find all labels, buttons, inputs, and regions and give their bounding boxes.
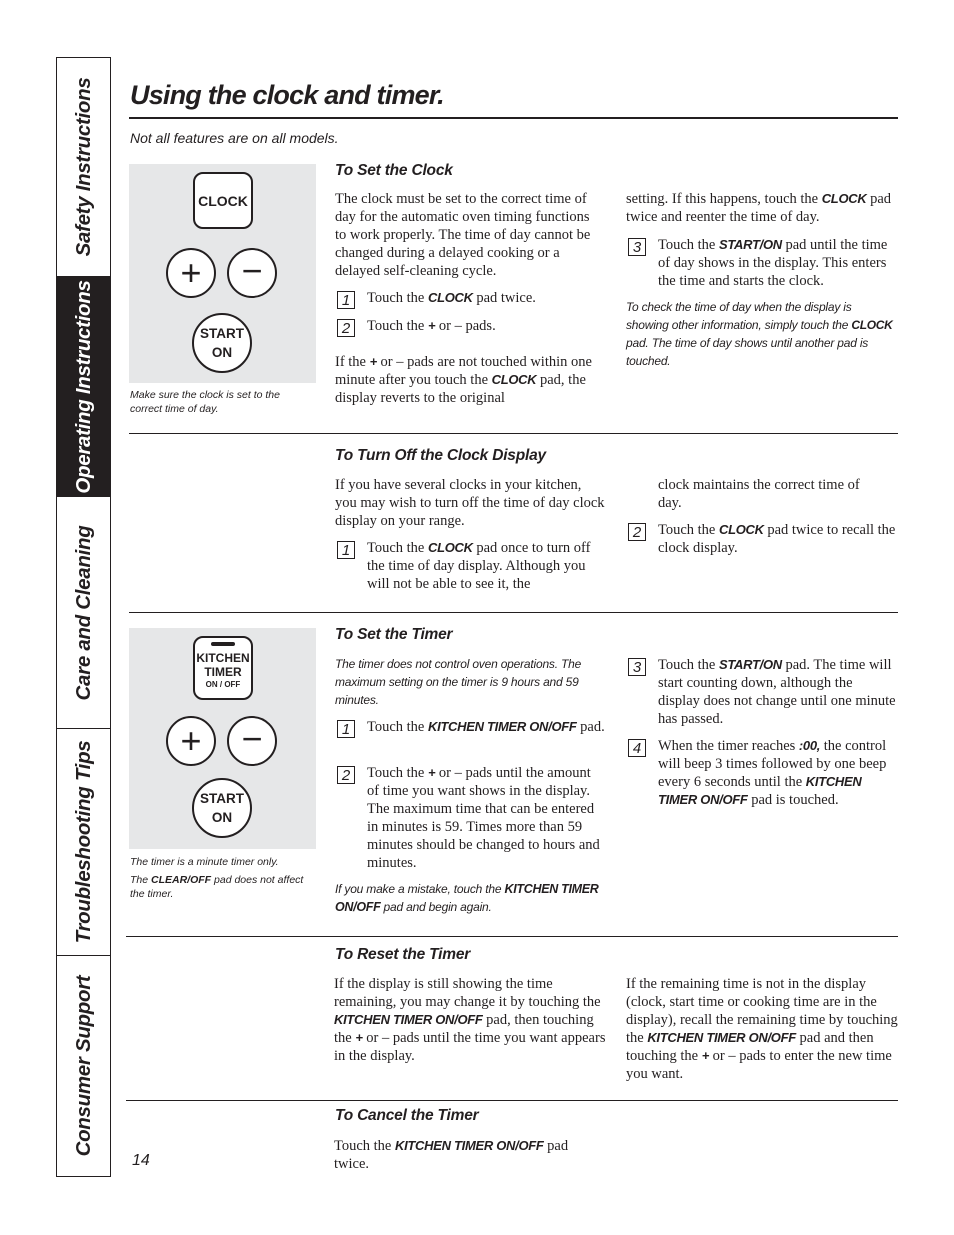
step-number: 3 bbox=[628, 238, 646, 256]
tab-operating-instructions[interactable]: Operating Instructions bbox=[57, 277, 110, 497]
clock-pad: CLOCK bbox=[193, 172, 253, 229]
step-number: 4 bbox=[628, 739, 646, 757]
turn-off-step-1: 1 Touch the CLOCK pad once to turn off the time of day display. Although you will not be able to see it, the bbox=[337, 539, 605, 593]
step-number: 3 bbox=[628, 658, 646, 676]
step-number: 2 bbox=[337, 319, 355, 337]
heading-reset-timer: To Reset the Timer bbox=[335, 946, 471, 963]
timer-keypad-illustration bbox=[129, 628, 316, 849]
set-clock-step-1: 1 Touch the CLOCK pad twice. bbox=[337, 289, 603, 307]
step-number: 2 bbox=[628, 523, 646, 541]
set-clock-note: To check the time of day when the display is showing other information, simply touch the CLOCK pad. The time of day shows until another pad is touched. bbox=[626, 300, 893, 368]
page-title: Using the clock and timer. bbox=[130, 80, 444, 110]
section-sidebar bbox=[56, 57, 111, 1177]
step-number: 1 bbox=[337, 720, 355, 738]
title-rule bbox=[129, 117, 898, 119]
tab-safety-instructions[interactable]: Safety Instructions bbox=[57, 58, 110, 277]
tab-consumer-support[interactable]: Consumer Support bbox=[71, 975, 95, 1157]
divider bbox=[126, 1100, 898, 1101]
page-number: 14 bbox=[132, 1152, 150, 1169]
set-timer-step-2: 2 Touch the + or – pads until the amount of time you want shows in the display. The maximum time that can be entered in minutes is 59. Times more than 59 minutes should be changed to hours and minutes. bbox=[337, 764, 605, 872]
heading-set-timer: To Set the Timer bbox=[335, 626, 453, 643]
turn-off-col2-text: clock maintains the correct time of day. bbox=[658, 477, 860, 511]
set-clock-col2-text: setting. If this happens, touch the CLOCK pad twice and reenter the time of day. bbox=[626, 191, 891, 225]
heading-cancel-timer: To Cancel the Timer bbox=[335, 1107, 479, 1124]
set-timer-step-4: 4 When the timer reaches :00, the control will beep 3 times followed by one beep every 6 seconds until the KITCHEN TIMER ON/OFF pad is touched. bbox=[628, 737, 898, 809]
cancel-timer-text: Touch the KITCHEN TIMER ON/OFF pad twice. bbox=[334, 1138, 569, 1172]
tab-troubleshooting-tips[interactable]: Troubleshooting Tips bbox=[57, 729, 110, 956]
set-clock-intro: The clock must be set to the correct time of day for the automatic oven timing functions to work properly. The time of day cannot be changed during a delayed cooking or a delayed self-cleaning cycle. bbox=[335, 191, 591, 279]
minus-pad: − bbox=[227, 248, 277, 298]
timer-caption-1: The timer is a minute timer only. bbox=[130, 856, 279, 868]
turn-off-intro: If you have several clocks in your kitchen, you may wish to turn off the time of day clock display on your range. bbox=[335, 477, 605, 529]
reset-timer-col1: If the display is still showing the time remaining, you may change it by touching the KITCHEN TIMER ON/OFF pad, then touching the + or – pads until the time you want appears in the display. bbox=[334, 976, 606, 1064]
clock-keypad-illustration bbox=[129, 164, 316, 383]
set-timer-step-3: 3 Touch the START/ON pad. The time will start counting down, although the display does not change until one minute has passed. bbox=[628, 656, 898, 728]
step-number: 2 bbox=[337, 766, 355, 784]
indicator-light bbox=[211, 642, 235, 646]
clock-caption: Make sure the clock is set to the correct time of day. bbox=[130, 389, 280, 415]
heading-turn-off-clock: To Turn Off the Clock Display bbox=[335, 447, 546, 464]
set-timer-step-1: 1 Touch the KITCHEN TIMER ON/OFF pad. bbox=[337, 718, 605, 736]
plus-pad: + bbox=[166, 248, 216, 298]
reset-timer-col2: If the remaining time is not in the display (clock, start time or cooking time are in the display), recall the remaining time by touching the KITCHEN TIMER ON/OFF pad and then touching the + or – pads to enter the new time you want. bbox=[626, 976, 898, 1082]
kitchen-timer-pad: KITCHEN TIMER ON / OFF bbox=[193, 636, 253, 700]
step-number: 1 bbox=[337, 541, 355, 559]
tab-care-and-cleaning[interactable]: Care and Cleaning bbox=[57, 497, 110, 729]
timer-caption-2: The CLEAR/OFF pad does not affect the timer. bbox=[130, 874, 304, 900]
start-on-pad: START ON bbox=[192, 778, 252, 838]
heading-set-clock: To Set the Clock bbox=[335, 162, 453, 179]
divider bbox=[126, 936, 898, 937]
set-timer-note: The timer does not control oven operations. The maximum setting on the timer is 9 hours and 59 minutes. bbox=[335, 657, 582, 707]
set-clock-step-2: 2 Touch the + or – pads. bbox=[337, 317, 603, 335]
page-subtitle: Not all features are on all models. bbox=[130, 130, 339, 146]
divider bbox=[129, 612, 898, 613]
set-clock-step-3: 3 Touch the START/ON pad until the time of day shows in the display. This enters the time and starts the clock. bbox=[628, 236, 898, 290]
minus-pad: − bbox=[227, 716, 277, 766]
turn-off-step-2: 2 Touch the CLOCK pad twice to recall the clock display. bbox=[628, 521, 898, 557]
plus-pad: + bbox=[166, 716, 216, 766]
set-clock-revert-text: If the + or – pads are not touched within one minute after you touch the CLOCK pad, the display reverts to the original bbox=[335, 354, 592, 406]
set-timer-mistake-note: If you make a mistake, touch the KITCHEN TIMER ON/OFF pad and begin again. bbox=[335, 882, 599, 914]
start-on-pad: START ON bbox=[192, 313, 252, 373]
divider bbox=[129, 433, 898, 434]
step-number: 1 bbox=[337, 291, 355, 309]
